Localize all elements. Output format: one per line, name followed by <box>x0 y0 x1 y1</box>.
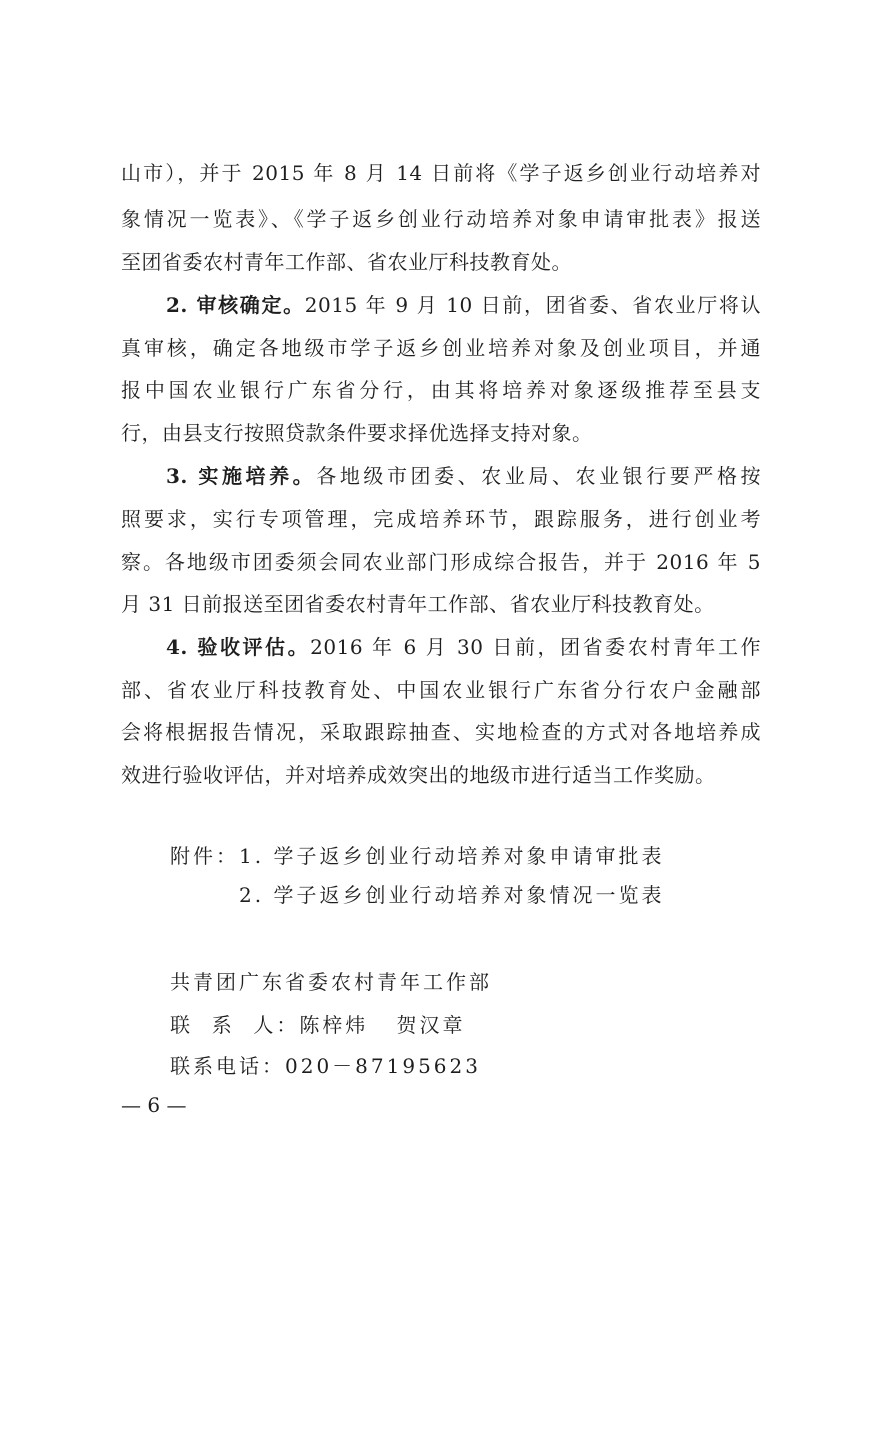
paragraph-1-line-2: 象情况一览表》、《学子返乡创业行动培养对象申请审批表》报送 <box>121 207 761 231</box>
attachment-item-1: 1. 学子返乡创业行动培养对象申请审批表 <box>239 844 665 868</box>
paragraph-4-heading: 4. 验收评估。 <box>166 635 311 659</box>
paragraph-3-heading: 3. 实施培养。 <box>166 464 317 488</box>
paragraph-4-line-2: 部、省农业厅科技教育处、中国农业银行广东省分行农户金融部 <box>121 678 761 702</box>
paragraph-4-line-1 <box>166 632 761 662</box>
footer-contact-person: 联 系 人：陈梓炜 贺汉章 <box>170 1013 466 1037</box>
paragraph-3-line-2: 照要求，实行专项管理，完成培养环节，跟踪服务，进行创业考 <box>121 507 761 531</box>
paragraph-2-line-4: 行，由县支行按照贷款条件要求择优选择支持对象。 <box>121 421 593 445</box>
paragraph-4-first-text: 2016 年 6 月 30 日前，团省委农村青年工作 <box>310 635 762 659</box>
footer-organization: 共青团广东省委农村青年工作部 <box>170 970 492 994</box>
paragraph-2-line-1 <box>166 290 761 320</box>
paragraph-4-line-4: 效进行验收评估，并对培养成效突出的地级市进行适当工作奖励。 <box>121 763 716 787</box>
paragraph-3-line-4: 月 31 日前报送至团省委农村青年工作部、省农业厅科技教育处。 <box>121 592 715 616</box>
attachment-item-2: 2. 学子返乡创业行动培养对象情况一览表 <box>239 883 665 907</box>
attachments-label: 附件： <box>170 844 239 868</box>
footer-phone: 联系电话：020－87195623 <box>170 1054 481 1078</box>
paragraph-2-line-2: 真审核，确定各地级市学子返乡创业培养对象及创业项目，并通 <box>121 336 761 360</box>
paragraph-1-line-3: 至团省委农村青年工作部、省农业厅科技教育处。 <box>121 250 572 274</box>
paragraph-3-line-1 <box>166 461 761 491</box>
page-number: — 6 — <box>121 1093 187 1117</box>
paragraph-2-line-3: 报中国农业银行广东省分行，由其将培养对象逐级推荐至县支 <box>121 378 761 402</box>
paragraph-3-line-3: 察。各地级市团委须会同农业部门形成综合报告，并于 2016 年 5 <box>121 550 761 574</box>
paragraph-4-line-3: 会将根据报告情况，采取跟踪抽查、实地检查的方式对各地培养成 <box>121 720 761 744</box>
paragraph-1-line-1: 山市），并于 2015 年 8 月 14 日前将《学子返乡创业行动培养对 <box>121 161 761 185</box>
paragraph-2-heading: 2. 审核确定。 <box>166 293 305 317</box>
paragraph-3-first-text: 各地级市团委、农业局、农业银行要严格按 <box>316 464 762 488</box>
paragraph-2-first-text: 2015 年 9 月 10 日前，团省委、省农业厅将认 <box>304 293 762 317</box>
